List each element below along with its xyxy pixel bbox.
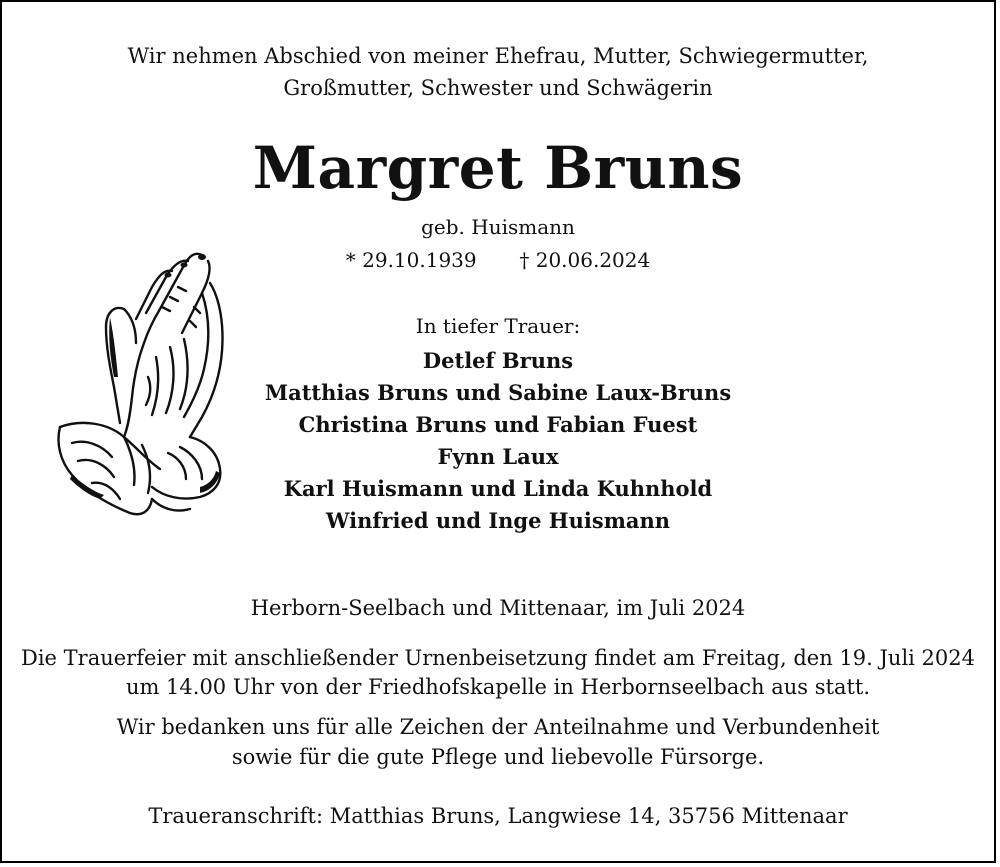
mourning-address: Traueranschrift: Matthias Bruns, Langwiese 14, 35756 Mittenaar <box>148 804 848 828</box>
birth-date: * 29.10.1939 <box>345 248 477 272</box>
funeral-line-1: Die Trauerfeier mit anschließender Urnenbeisetzung findet am Freitag, den 19. Juli 2024 <box>21 646 975 670</box>
thanks-line-1: Wir bedanken uns für alle Zeichen der Anteilnahme und Verbundenheit <box>116 715 880 739</box>
maiden-name: geb. Huismann <box>421 215 575 239</box>
deceased-name: Margret Bruns <box>252 134 744 202</box>
mourner-2: Matthias Bruns und Sabine Laux-Bruns <box>264 380 732 405</box>
mourner-1: Detlef Bruns <box>422 348 574 373</box>
place-date: Herborn-Seelbach und Mittenaar, im Juli 2024 <box>250 596 746 620</box>
mourner-6: Winfried und Inge Huismann <box>325 508 671 533</box>
mourning-heading: In tiefer Trauer: <box>415 314 581 338</box>
thanks-line-2: sowie für die gute Pflege und liebevolle Fürsorge. <box>231 745 765 769</box>
funeral-line-2: um 14.00 Uhr von der Friedhofskapelle in Herbornseelbach aus statt. <box>125 675 871 699</box>
mourner-5: Karl Huismann und Linda Kuhnhold <box>283 476 713 501</box>
intro-line-2: Großmutter, Schwester und Schwägerin <box>283 76 713 100</box>
intro-line-1: Wir nehmen Abschied von meiner Ehefrau, Mutter, Schwiegermutter, <box>127 44 869 68</box>
mourner-3: Christina Bruns und Fabian Fuest <box>298 412 698 437</box>
death-date: † 20.06.2024 <box>519 248 651 272</box>
mourner-4: Fynn Laux <box>437 444 559 469</box>
